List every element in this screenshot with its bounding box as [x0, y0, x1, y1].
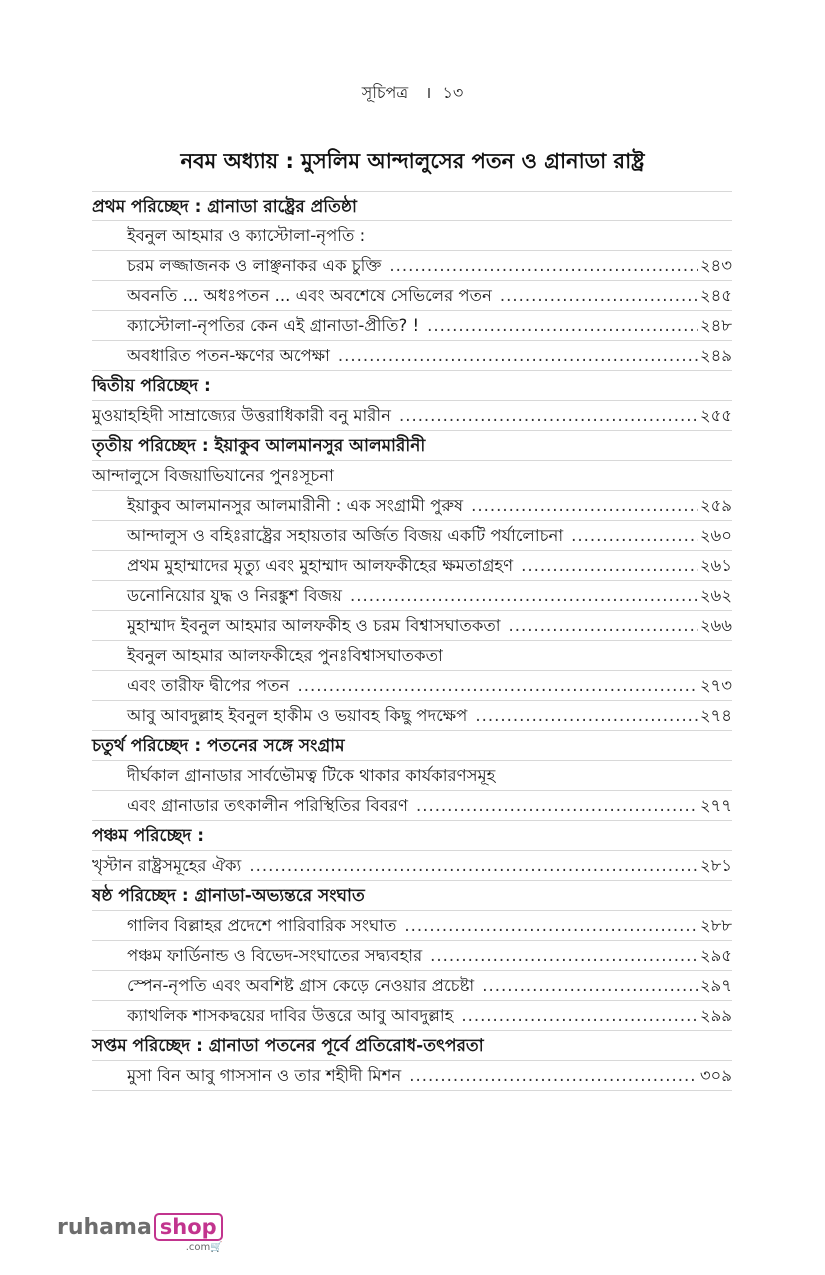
running-head — [0, 80, 825, 107]
dot-leader — [350, 581, 698, 611]
dot-leader — [409, 1061, 698, 1091]
toc-entry — [92, 791, 732, 821]
toc-page-number: ২৮৮ — [699, 916, 732, 935]
toc-entry-title: প্রথম পরিচ্ছেদ : গ্রানাডা রাষ্ট্রের প্রতিষ্ঠা — [92, 197, 357, 217]
toc-entry-title: সপ্তম পরিচ্ছেদ : গ্রানাডা পতনের পূর্বে প্রতিরোধ-তৎপরতা — [92, 1036, 484, 1056]
toc-entry — [92, 1001, 732, 1031]
toc-entry-title: ষষ্ঠ পরিচ্ছেদ : গ্রানাডা-অভ্যন্তরে সংঘাত — [92, 886, 365, 906]
chapter-title: নবম অধ্যায় : মুসলিম আন্দালুসের পতন ও গ্রানাডা রাষ্ট্র — [180, 149, 645, 173]
toc-page-number: ২৬০ — [699, 526, 732, 545]
toc-section-heading — [92, 191, 732, 221]
toc-entry-title: তৃতীয় পরিচ্ছেদ : ইয়াকুব আলমানসুর আলমারীনী — [92, 436, 426, 456]
toc-entry-title: চতুর্থ পরিচ্ছেদ : পতনের সঙ্গে সংগ্রাম — [92, 736, 345, 756]
toc-entry-title: আন্দালুসে বিজয়াভিযানের পুনঃসূচনা — [92, 466, 334, 485]
toc-entry-title: ইয়াকুব আলমানসুর আলমারীনী : এক সংগ্রামী পুরুষ — [127, 496, 464, 515]
toc-section-heading — [92, 1031, 732, 1061]
toc-entry — [92, 971, 732, 1001]
toc-entry — [92, 311, 732, 341]
toc-entry-title: দীর্ঘকাল গ্রানাডার সার্বভৌমত্ব টিকে থাকার কার্যকারণসমূহ — [127, 766, 496, 785]
toc-entry-title: অবধারিত পতন-ক্ষণের অপেক্ষা — [127, 346, 330, 365]
dot-leader — [338, 341, 698, 371]
dot-leader — [521, 551, 698, 581]
toc-entry-title: গালিব বিল্লাহর প্রদেশে পারিবারিক সংঘাত — [127, 916, 397, 935]
toc-entry-title: অবনতি ... অধঃপতন ... এবং অবশেষে সেভিলের পতন — [127, 286, 492, 305]
toc-page-number: ২৮১ — [699, 856, 732, 875]
toc-entry-title: মুসা বিন আবু গাসসান ও তার শহীদী মিশন — [127, 1066, 402, 1085]
toc-page-number: ২৪৯ — [699, 346, 732, 365]
toc-entry-title: প্রথম মুহাম্মাদের মৃত্যু এবং মুহাম্মাদ আলফকীহের ক্ষমতাগ্রহণ — [127, 556, 514, 575]
dot-leader — [430, 941, 698, 971]
dot-leader — [249, 851, 698, 881]
dot-leader — [509, 611, 698, 641]
toc-page-number: ২৪৮ — [699, 316, 732, 335]
dot-leader — [571, 521, 698, 551]
dot-leader — [416, 791, 698, 821]
toc-section-heading — [92, 731, 732, 761]
toc-entry-title: পঞ্চম ফার্ডিনান্ড ও বিভেদ-সংঘাতের সদ্ব্যবহার — [127, 946, 423, 965]
dot-leader — [482, 971, 698, 1001]
running-head-label: সূচিপত্র — [361, 83, 409, 102]
toc-page-number: ৩০৯ — [699, 1066, 732, 1085]
toc-page-number: ২৯৯ — [699, 1006, 732, 1025]
cart-icon: 🛒 — [210, 1242, 223, 1253]
toc-entry — [92, 521, 732, 551]
toc-entry — [92, 461, 732, 491]
toc-page-number: ২৫৫ — [699, 406, 732, 425]
toc-page-number: ২৯৭ — [699, 976, 732, 995]
toc-entry — [92, 941, 732, 971]
toc-entry-title: ইবনুল আহমার আলফকীহের পুনঃবিশ্বাসঘাতকতা — [127, 646, 443, 665]
toc-entry — [92, 581, 732, 611]
toc-page-number: ২৬৬ — [699, 616, 732, 635]
ruhamashop-logo — [57, 1213, 223, 1253]
page-number: ১৩ — [442, 83, 464, 102]
toc-page-number: ২৪৩ — [699, 256, 732, 275]
toc-entry-title: মুওয়াহহিদী সাম্রাজ্যের উত্তরাধিকারী বনু মারীন — [92, 406, 391, 425]
toc-entry-title: এবং তারীফ দ্বীপের পতন — [127, 676, 290, 695]
toc-entry-title: মুহাম্মাদ ইবনুল আহমার আলফকীহ ও চরম বিশ্বাসঘাতকতা — [127, 616, 501, 635]
toc-entry-title: পঞ্চম পরিচ্ছেদ : — [92, 826, 205, 846]
toc-section-heading — [92, 431, 732, 461]
toc-entry — [92, 251, 732, 281]
toc-page-number: ২৬১ — [699, 556, 732, 575]
toc-entry — [92, 671, 732, 701]
toc-entry-title: আন্দালুস ও বহিঃরাষ্ট্রের সহায়তার অর্জিত বিজয় একটি পর্যালোচনা — [127, 526, 564, 545]
dot-leader — [297, 671, 697, 701]
logo-domain-text: .com — [185, 1242, 211, 1253]
dot-leader — [404, 911, 697, 941]
toc-entry — [92, 281, 732, 311]
toc-entry — [92, 491, 732, 521]
table-of-contents — [92, 191, 732, 1091]
toc-entry-title: ইবনুল আহমার ও ক্যাস্টোলা-নৃপতি : — [127, 226, 366, 245]
toc-entry-title: আবু আবদুল্লাহ ইবনুল হাকীম ও ভয়াবহ কিছু পদক্ষেপ — [127, 706, 468, 725]
toc-page-number: ২৭৭ — [699, 796, 732, 815]
toc-entry — [92, 401, 732, 431]
toc-entry — [92, 221, 732, 251]
toc-entry-title: খৃস্টান রাষ্ট্রসমূহের ঐক্য — [92, 856, 242, 875]
toc-entry — [92, 911, 732, 941]
toc-entry — [92, 341, 732, 371]
dot-leader — [389, 251, 697, 281]
toc-section-heading — [92, 821, 732, 851]
toc-entry — [92, 641, 732, 671]
toc-entry — [92, 761, 732, 791]
toc-entry — [92, 611, 732, 641]
toc-page-number: ২৯৫ — [699, 946, 732, 965]
toc-entry-title: ক্যাস্টোলা-নৃপতির কেন এই গ্রানাডা-প্রীতি? ! — [127, 316, 420, 335]
toc-section-heading — [92, 371, 732, 401]
toc-entry-title: ক্যাথলিক শাসকদ্বয়ের দাবির উত্তরে আবু আবদুল্লাহ — [127, 1006, 454, 1025]
running-head-separator: । — [425, 83, 432, 102]
dot-leader — [471, 491, 698, 521]
toc-entry — [92, 1061, 732, 1091]
toc-entry-title: এবং গ্রানাডার তৎকালীন পরিস্থিতির বিবরণ — [127, 796, 408, 815]
dot-leader — [500, 281, 698, 311]
toc-entry-title: ডনোনিয়োর যুদ্ধ ও নিরঙ্কুশ বিজয় — [127, 586, 343, 605]
dot-leader — [399, 401, 698, 431]
toc-entry — [92, 851, 732, 881]
logo-domain — [186, 1242, 223, 1253]
toc-page-number: ২৭৩ — [699, 676, 732, 695]
toc-entry — [92, 551, 732, 581]
toc-entry-title: দ্বিতীয় পরিচ্ছেদ : — [92, 376, 211, 396]
dot-leader — [475, 701, 697, 731]
toc-page-number: ২৬২ — [699, 586, 732, 605]
logo-text-ruhama: ruhama — [57, 1215, 152, 1240]
toc-entry-title: স্পেন-নৃপতি এবং অবশিষ্ট গ্রাস কেড়ে নেওয়ার প্রচেষ্টা — [127, 976, 475, 995]
dot-leader — [427, 311, 698, 341]
logo-shop-bubble — [154, 1213, 223, 1253]
toc-section-heading — [92, 881, 732, 911]
toc-page-number: ২৫৯ — [699, 496, 732, 515]
logo-text-shop: shop — [154, 1213, 223, 1241]
dot-leader — [461, 1001, 698, 1031]
toc-entry — [92, 701, 732, 731]
toc-page-number: ২৪৫ — [699, 286, 732, 305]
toc-page-number: ২৭৪ — [699, 706, 732, 725]
toc-entry-title: চরম লজ্জাজনক ও লাঞ্ছনাকর এক চুক্তি — [127, 256, 382, 275]
